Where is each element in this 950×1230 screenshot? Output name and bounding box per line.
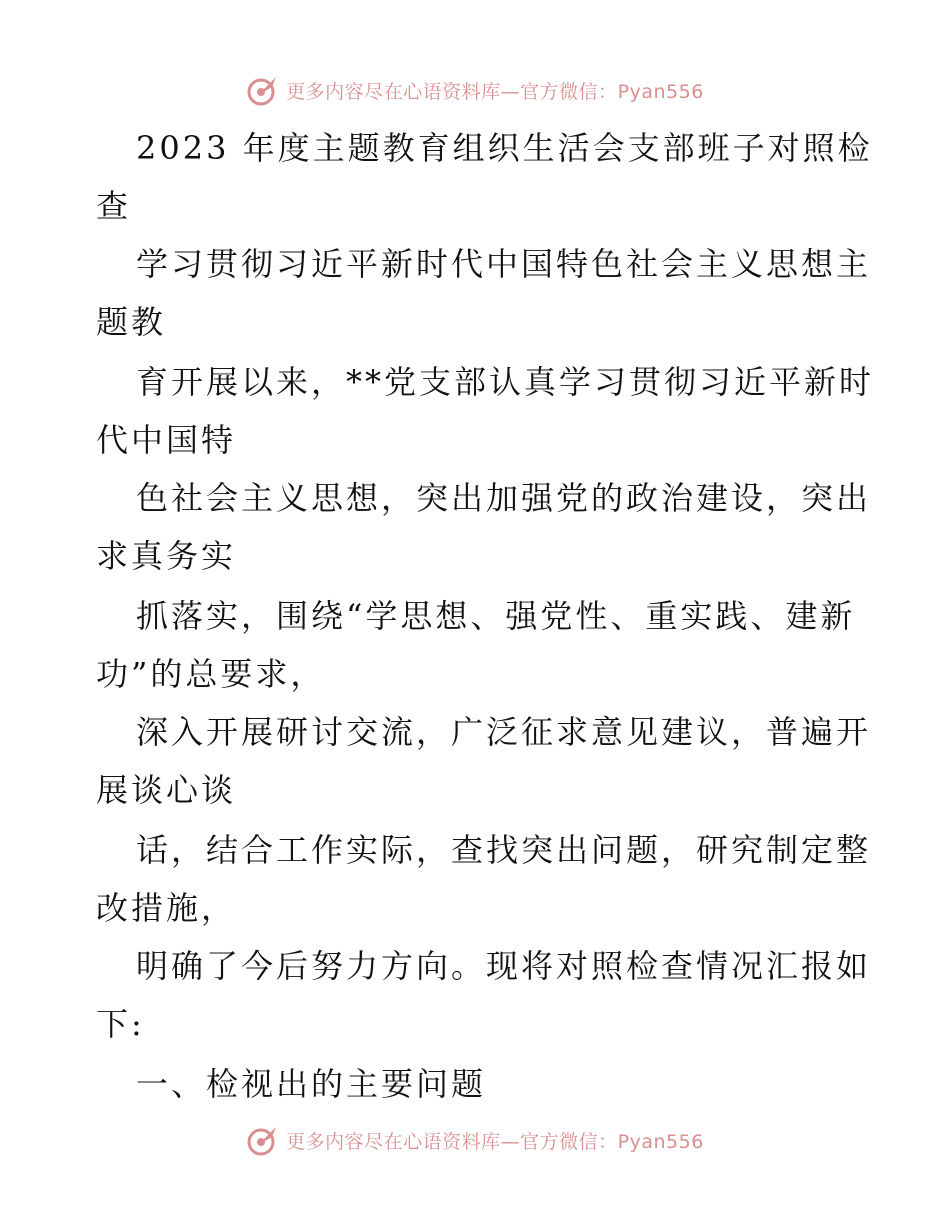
doc-line-10: 功”的总要求， bbox=[96, 655, 326, 693]
watermark-footer-inner bbox=[246, 1123, 704, 1157]
doc-line-5: 育开展以来，**党支部认真学习贯彻习近平新时 bbox=[136, 363, 875, 401]
doc-line-7: 色社会主义思想，突出加强党的政治建设，突出 bbox=[136, 479, 872, 517]
doc-line-9: 抓落实，围绕“学思想、强党性、重实践、建新 bbox=[136, 597, 856, 635]
doc-line-8: 求真务实 bbox=[96, 537, 237, 575]
doc-line-14: 改措施， bbox=[96, 889, 237, 927]
doc-line-13: 话，结合工作实际，查找突出问题，研究制定整 bbox=[136, 831, 872, 869]
watermark-footer-text: 更多内容尽在心语资料库—官方微信：Pyan556 bbox=[286, 1130, 704, 1153]
doc-line-3: 学习贯彻习近平新时代中国特色社会主义思想主 bbox=[136, 245, 872, 283]
doc-line-16: 下: bbox=[96, 1005, 145, 1043]
doc-line-15: 明确了今后努力方向。现将对照检查情况汇报如 bbox=[136, 947, 872, 985]
doc-line-12: 展谈心谈 bbox=[96, 771, 237, 809]
doc-line-11: 深入开展研讨交流，广泛征求意见建议，普遍开 bbox=[136, 713, 872, 751]
watermark-footer bbox=[0, 1120, 950, 1160]
doc-title-line-1: 2023 年度主题教育组织生活会支部班子对照检 bbox=[136, 129, 873, 167]
doc-line-4: 题教 bbox=[96, 303, 167, 341]
section-heading-1: 一、检视出的主要问题 bbox=[136, 1065, 487, 1103]
doc-title-line-2: 查 bbox=[96, 187, 132, 225]
watermark-header-text: 更多内容尽在心语资料库—官方微信：Pyan556 bbox=[286, 80, 704, 103]
doc-line-6: 代中国特 bbox=[96, 421, 237, 459]
quill-logo-icon bbox=[246, 1123, 280, 1157]
